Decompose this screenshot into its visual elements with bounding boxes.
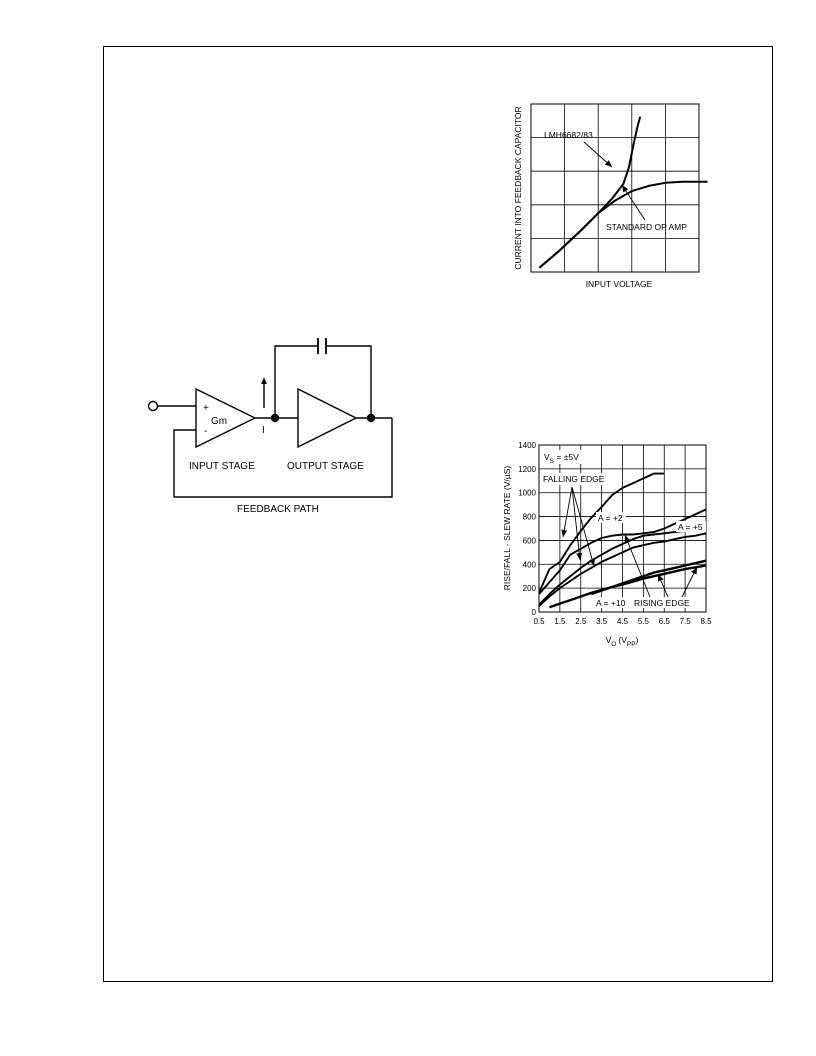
feedback-current-chart: [513, 104, 707, 289]
minus-sign: -: [204, 426, 208, 437]
chart2-rising-edge-label: RISING EDGE: [634, 598, 690, 608]
plus-sign: +: [203, 403, 209, 414]
chart2-x-tick-label: 5.5: [637, 617, 649, 626]
chart2-y-tick-label: 200: [522, 584, 536, 594]
chart1-y-axis-label: CURRENT INTO FEEDBACK CAPACITOR: [513, 106, 523, 270]
chart2-y-tick-label: 1400: [518, 441, 536, 450]
chart2-y-tick-label: 0: [531, 608, 536, 617]
chart2-x-tick-label: 6.5: [658, 617, 670, 626]
gm-label: Gm: [211, 416, 228, 427]
output-stage-amplifier: [298, 389, 356, 447]
chart2-y-tick-label: 1000: [518, 488, 536, 498]
chart2-y-tick-label: 1200: [518, 464, 536, 474]
chart2-y-tick-label: 400: [522, 560, 536, 570]
chart2-x-tick-label: 4.5: [616, 617, 629, 626]
current-label: I: [262, 425, 265, 436]
input-terminal: [149, 402, 158, 411]
chart2-y-tick-label: 600: [522, 536, 536, 546]
feedback-circuit-diagram: [149, 338, 393, 497]
chart1-annotation-lmh: LMH6682/83: [544, 130, 593, 140]
feedback-path-label: FEEDBACK PATH: [237, 504, 319, 515]
chart2-y-axis-label: RISE/FALL - SLEW RATE (V/µS): [502, 465, 512, 591]
chart2-x-tick-label: 7.5: [679, 617, 691, 626]
chart2-y-tick-label: 800: [522, 512, 536, 522]
chart2-x-tick-label: 3.5: [596, 617, 608, 626]
chart1-annotation-standard: STANDARD OP AMP: [606, 222, 687, 232]
chart1-x-axis-label: INPUT VOLTAGE: [585, 279, 653, 289]
capacitor-loop-wire: [275, 346, 371, 418]
chart2-x-tick-label: 1.5: [554, 617, 566, 626]
chart2-x-tick-label: 0.5: [533, 617, 545, 626]
chart2-x-tick-label: 2.5: [575, 617, 587, 626]
input-stage-label: INPUT STAGE: [189, 461, 255, 472]
chart2-vs-label: $V_S = \pm 5V$: [544, 452, 579, 465]
chart2-a2-label: A = +2: [598, 513, 623, 523]
chart2-a5-label: A = +5: [678, 522, 703, 532]
output-stage-label: OUTPUT STAGE: [287, 461, 364, 472]
chart2-falling-edge-label: FALLING EDGE: [543, 474, 605, 484]
chart2-a10-label: A = +10: [596, 598, 626, 608]
chart2-x-tick-label: 8.5: [700, 617, 712, 626]
chart2-x-axis-label: $V_O$ $(V_{PP})$: [605, 635, 639, 648]
slew-rate-chart: [502, 441, 712, 648]
